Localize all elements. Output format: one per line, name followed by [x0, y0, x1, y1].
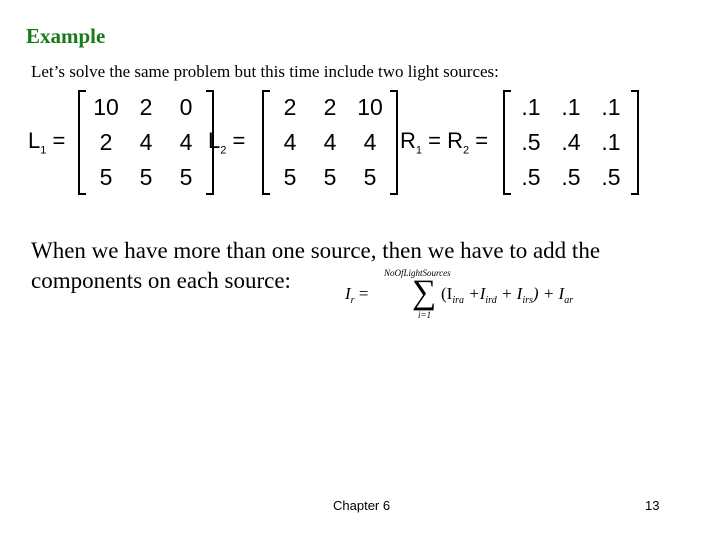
matrix-cell: 2: [99, 129, 113, 155]
slide-title: Example: [26, 24, 106, 48]
formula-term4-sub: ar: [564, 295, 574, 306]
matrix-row: [511, 125, 631, 160]
formula-rhs: [441, 284, 573, 306]
l1-eq: =: [46, 128, 66, 153]
formula-plus1: +I: [464, 284, 486, 303]
sum-upper-limit: NoOfLightSources: [384, 268, 451, 278]
matrix-cell: .1: [521, 94, 541, 120]
matrix-cell: .5: [561, 164, 581, 190]
matrix-cell: 4: [323, 129, 337, 155]
matrix-cell: .5: [601, 164, 621, 190]
matrix-cell: 5: [323, 164, 337, 190]
formula-close: ) + I: [532, 284, 565, 303]
footer-page-number: 13: [645, 498, 660, 513]
formula-lhs-sub: r: [350, 295, 355, 306]
matrix-row: [86, 160, 206, 195]
formula-plus2: + I: [496, 284, 523, 303]
formula-term1-sub: ira: [452, 295, 464, 306]
matrix-cell: 0: [179, 94, 193, 120]
matrix-cell: .1: [601, 94, 621, 120]
formula-lhs: [345, 284, 368, 306]
matrix-cell: 5: [363, 164, 377, 190]
matrix-row: [86, 125, 206, 160]
footer-chapter: Chapter 6: [333, 498, 391, 513]
matrix-row: [270, 90, 390, 125]
body-text: When we have more than one source, then we have to add the components on each source:: [31, 238, 601, 293]
l1-label: [28, 128, 65, 156]
matrix-l2: [262, 90, 398, 195]
matrix-r: [503, 90, 639, 195]
matrix-row: [270, 125, 390, 160]
slide-subtitle: Let’s solve the same problem but this time include two light sources:: [31, 62, 499, 81]
r1-sub: 1: [415, 144, 423, 157]
matrix-cell: 5: [283, 164, 297, 190]
formula-eq: =: [354, 284, 369, 303]
matrix-row: [86, 90, 206, 125]
matrix-row: [511, 160, 631, 195]
matrix-cell: 2: [283, 94, 297, 120]
sum-lower-limit: i=1: [418, 310, 432, 320]
r-eq: =: [469, 128, 489, 153]
l2-letter: L: [208, 128, 221, 153]
r-letter: R: [400, 128, 416, 153]
matrix-cell: 5: [139, 164, 153, 190]
r-label: [400, 128, 488, 156]
matrix-cell: 10: [93, 94, 119, 120]
l1-letter: L: [28, 128, 41, 153]
matrix-cell: 4: [179, 129, 193, 155]
formula-term-open: (I: [441, 284, 453, 303]
formula-term3-sub: irs: [522, 295, 533, 306]
l1-sub: 1: [40, 144, 47, 157]
l2-label: [208, 128, 245, 156]
l2-eq: =: [226, 128, 246, 153]
l2-sub: 2: [220, 144, 227, 157]
sum-sign: ∑: [412, 274, 437, 311]
matrix-cell: 2: [139, 94, 153, 120]
matrix-cell: 4: [139, 129, 153, 155]
matrix-cell: 2: [323, 94, 337, 120]
matrix-cell: .5: [521, 129, 541, 155]
matrix-cell: 5: [99, 164, 113, 190]
matrix-cell: .4: [561, 129, 581, 155]
matrix-cell: 5: [179, 164, 193, 190]
formula-term2-sub: ird: [485, 295, 497, 306]
r-mid: = R: [422, 128, 463, 153]
matrix-row: [270, 160, 390, 195]
matrix-cell: 4: [283, 129, 297, 155]
matrix-row: [511, 90, 631, 125]
matrix-cell: .1: [601, 129, 621, 155]
matrix-cell: .1: [561, 94, 581, 120]
formula-lhs-symbol: I: [345, 284, 351, 303]
matrix-cell: 4: [363, 129, 377, 155]
matrix-l1: [78, 90, 214, 195]
matrix-cell: .5: [521, 164, 541, 190]
r2-sub: 2: [462, 144, 470, 157]
matrix-cell: 10: [357, 94, 383, 120]
